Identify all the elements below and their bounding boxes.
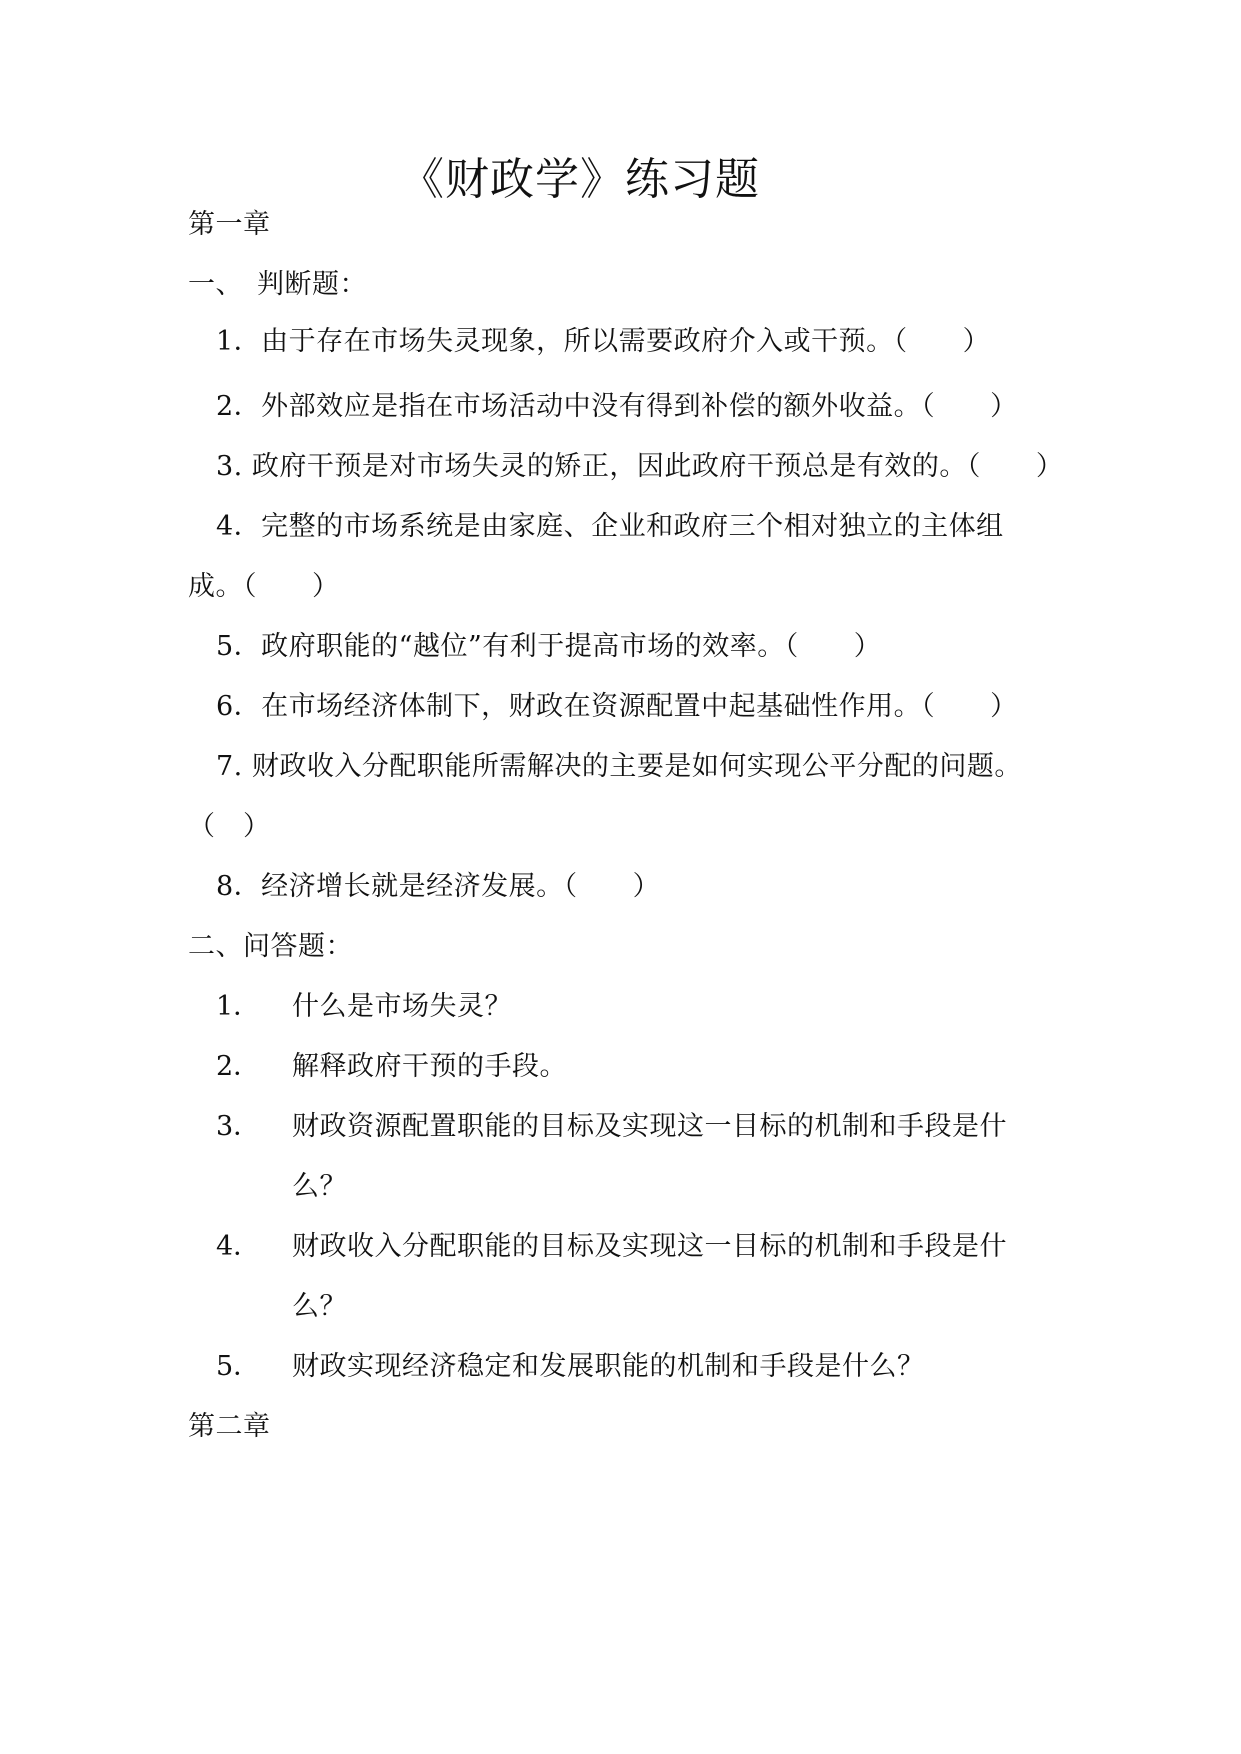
judgment-item-2: 2．外部效应是指在市场活动中没有得到补偿的额外收益。（ ）	[216, 391, 1018, 422]
qa-item-5-number: 5．	[216, 1351, 261, 1382]
qa-item-1-text: 什么是市场失灵？	[292, 991, 512, 1022]
judgment-item-8: 8．经济增长就是经济发展。（ ）	[216, 871, 661, 902]
judgment-item-7: 7. 财政收入分配职能所需解决的主要是如何实现公平分配的问题。	[216, 751, 1022, 782]
qa-item-5-text: 财政实现经济稳定和发展职能的机制和手段是什么？	[292, 1351, 925, 1382]
section-judgment-heading: 一、 判断题：	[188, 269, 367, 300]
judgment-item-4-continued: 成。（ ）	[188, 571, 340, 602]
qa-item-4-text: 财政收入分配职能的目标及实现这一目标的机制和手段是什	[292, 1231, 1007, 1262]
judgment-item-3: 3. 政府干预是对市场失灵的矫正，因此政府干预总是有效的。（ ）	[216, 451, 1064, 482]
judgment-item-5: 5．政府职能的“越位”有利于提高市场的效率。（ ）	[216, 631, 882, 662]
qa-item-2-number: 2．	[216, 1051, 261, 1082]
qa-item-3-text-continued: 么？	[292, 1171, 347, 1202]
judgment-item-4: 4．完整的市场系统是由家庭、企业和政府三个相对独立的主体组	[216, 511, 1004, 542]
qa-item-4-number: 4．	[216, 1231, 261, 1262]
judgment-item-1: 1．由于存在市场失灵现象，所以需要政府介入或干预。（ ）	[216, 326, 991, 357]
qa-item-3-number: 3．	[216, 1111, 261, 1142]
qa-item-4-text-continued: 么？	[292, 1291, 347, 1322]
qa-item-3-text: 财政资源配置职能的目标及实现这一目标的机制和手段是什	[292, 1111, 1007, 1142]
qa-item-2-text: 解释政府干预的手段。	[292, 1051, 567, 1082]
judgment-item-7-continued: （ ）	[188, 811, 271, 842]
section-qa-heading: 二、问答题：	[188, 931, 353, 962]
document-title: 《财政学》练习题	[400, 154, 760, 205]
judgment-item-6: 6．在市场经济体制下，财政在资源配置中起基础性作用。（ ）	[216, 691, 1018, 722]
qa-item-1-number: 1．	[216, 991, 261, 1022]
chapter-1-heading: 第一章	[188, 209, 271, 240]
chapter-2-heading: 第二章	[188, 1411, 271, 1442]
